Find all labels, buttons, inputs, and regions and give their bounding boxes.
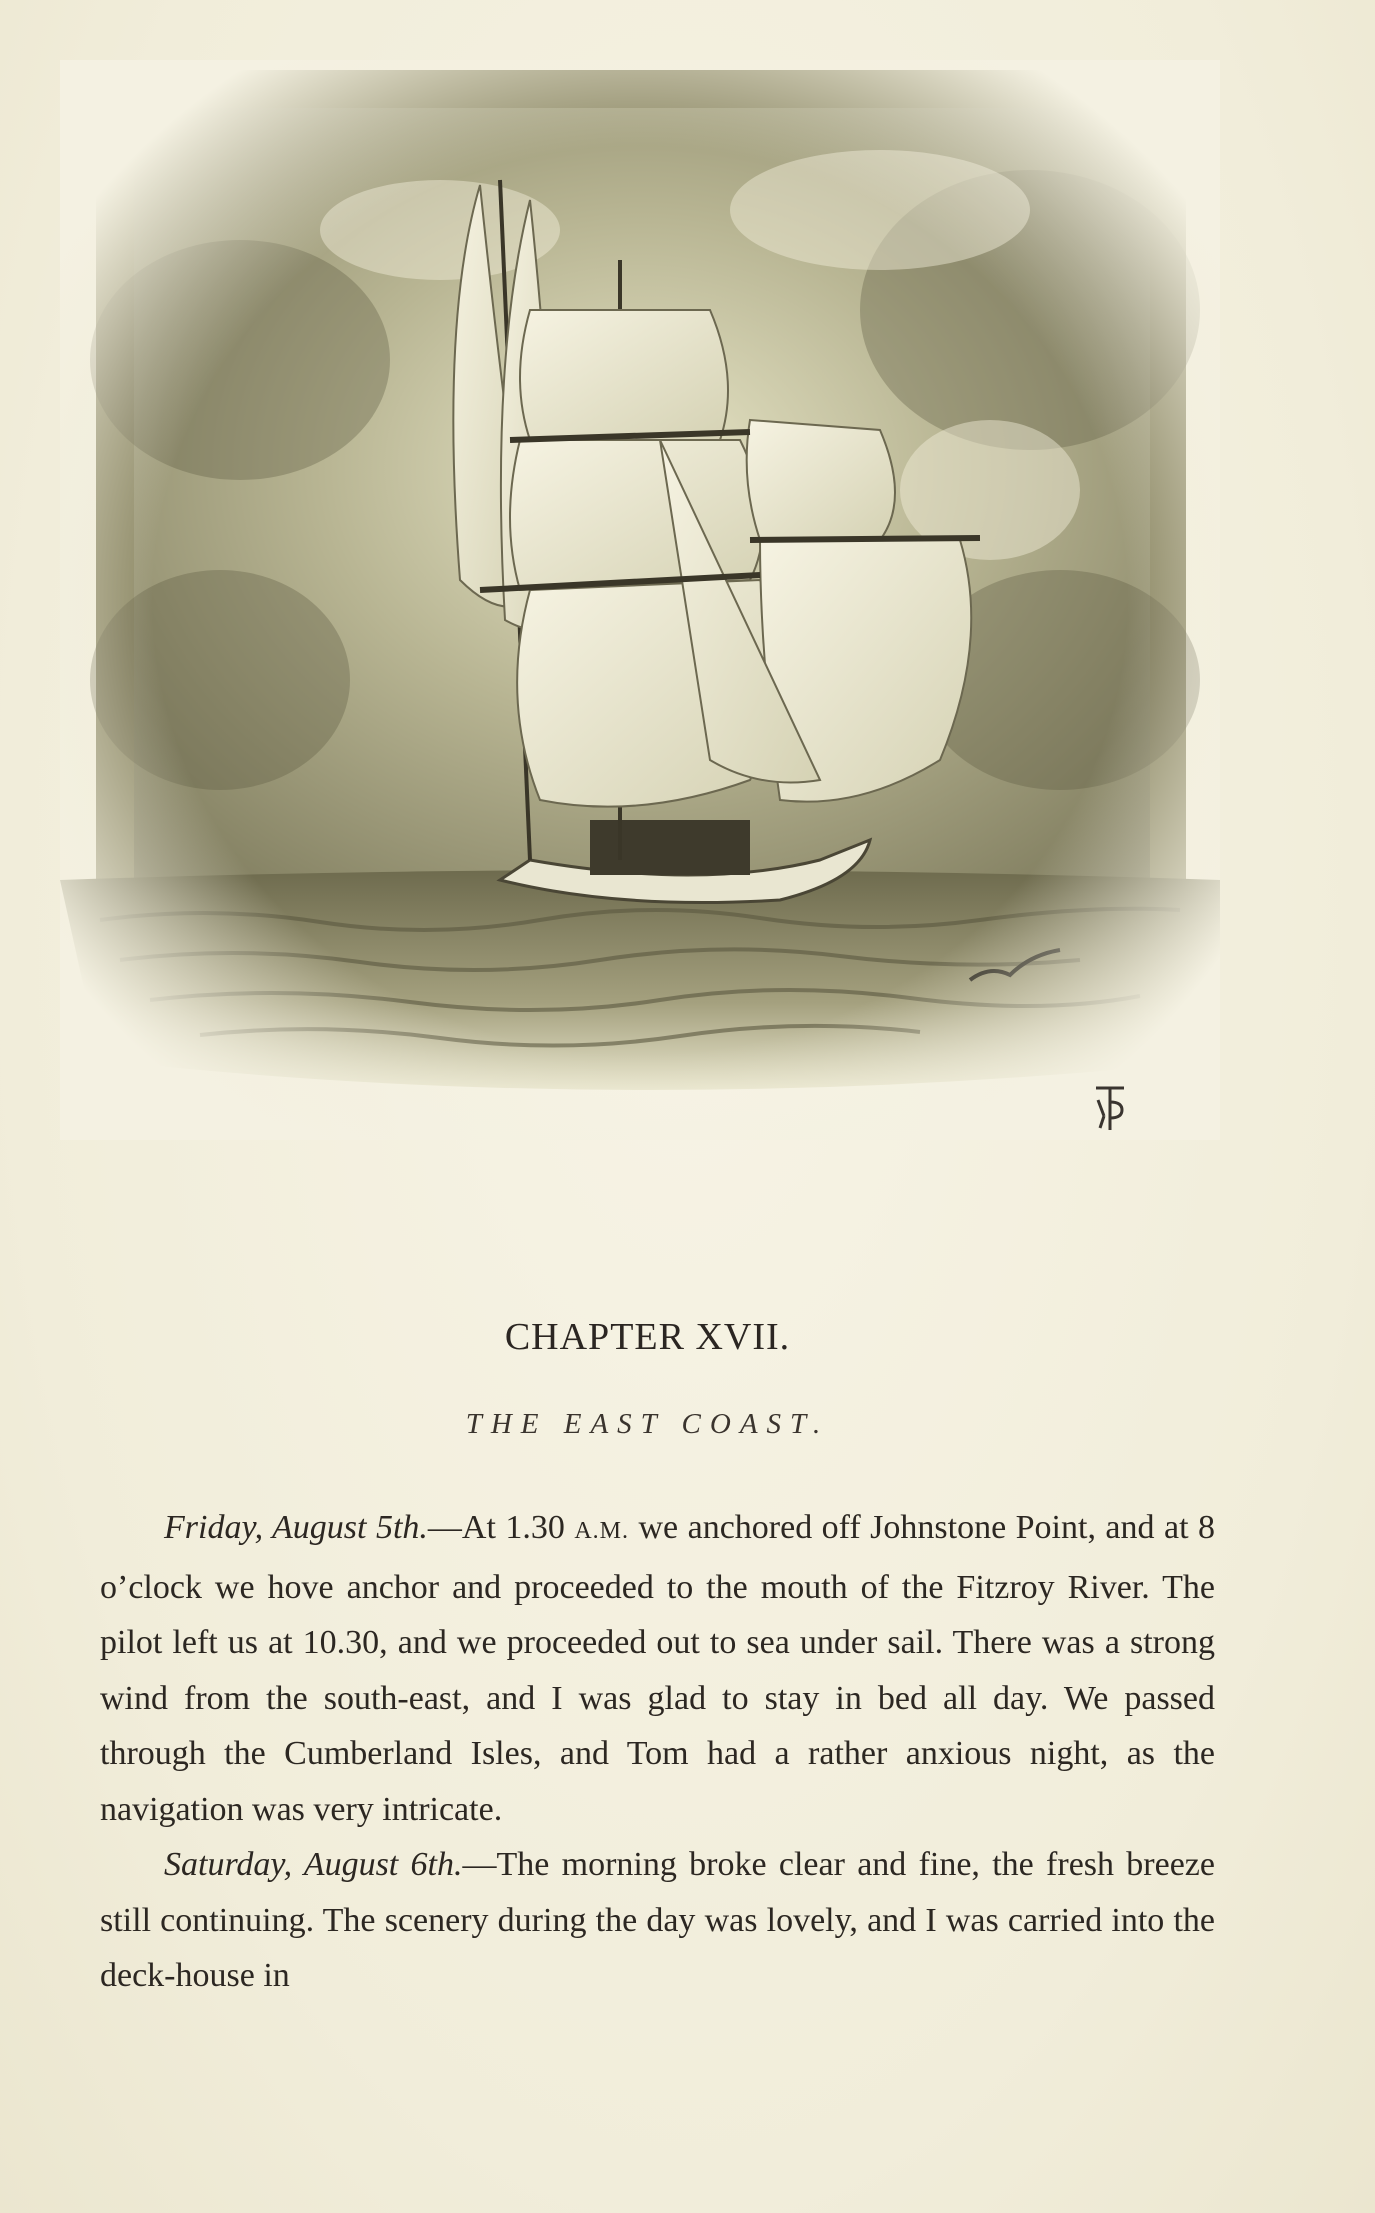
body-text [100,1500,1215,2004]
time-abbreviation: A.M. [574,1518,630,1544]
ship-illustration [60,60,1220,1140]
paragraph [100,1837,1215,2004]
paragraph-date: Saturday, August 6th. [164,1846,463,1883]
paragraph-text: —The morning broke clear and fine, the fresh breeze still continuing. The scenery during the day was lovely, and I was carried into the deck-house in [100,1846,1215,1994]
paragraph-text: we anchored off Johnstone Point, and at 8 o’clock we hove anchor and proceeded to the mouth of the Fitzroy River. The pilot left us at 10.30, and we proceeded out to sea under sail. There was a strong wind from the south-east, and I was glad to stay in bed all day. We passed through the Cumberland Isles, and Tom had a rather anxious night, as the navigation was very intricate. [100,1509,1215,1828]
chapter-title: CHAPTER XVII. [504,1316,791,1358]
artist-monogram-icon [1090,1080,1130,1136]
paragraph-lead: —At 1.30 [427,1509,575,1546]
chapter-subtitle: THE EAST COAST. [465,1408,830,1440]
paragraph [100,1500,1215,1837]
paragraph-date: Friday, August 5th. [164,1509,428,1546]
